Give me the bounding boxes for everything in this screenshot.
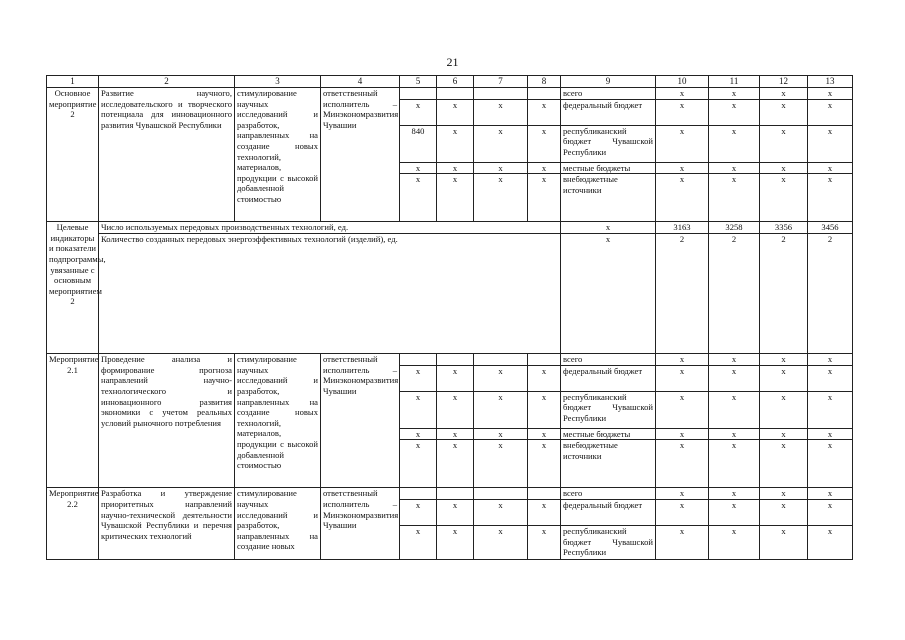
indicator-row <box>47 234 853 354</box>
code-cell: x <box>400 428 437 440</box>
year-value: x <box>760 88 808 100</box>
code-cell: x <box>437 125 474 162</box>
year-value: x <box>709 125 760 162</box>
code-cell: x <box>400 365 437 391</box>
funding-source: всего <box>561 354 656 366</box>
activity-title: Развитие научного, исследовательского и творческого потенциала для инновационного развития Чувашской Республики <box>99 88 235 222</box>
code-cell: x <box>528 365 561 391</box>
year-value: x <box>656 488 709 500</box>
funding-source: республиканский бюджет Чувашской Республики <box>561 525 656 559</box>
funding-source: внебюджетные источники <box>561 174 656 222</box>
activity-goal: стимулирование научных исследований и разработок, направленных на создание новых технологий, материалов, продукции с высокой добавленной стоимостью <box>235 354 321 488</box>
activity-name: Мероприятие 2.2 <box>47 488 99 560</box>
col-header: 9 <box>561 76 656 88</box>
indicator-value: 3356 <box>760 222 808 234</box>
year-value: x <box>709 428 760 440</box>
year-value: x <box>656 174 709 222</box>
year-value: x <box>808 525 853 559</box>
code-cell <box>437 354 474 366</box>
indicator-row <box>47 222 853 234</box>
funding-source: всего <box>561 88 656 100</box>
funding-source: федеральный бюджет <box>561 99 656 125</box>
activity-goal: стимулирование научных исследований и разработок, направленных на создание новых технологий, материалов, продукции с высокой добавленной стоимостью <box>235 88 321 222</box>
indicator-value: 2 <box>709 234 760 354</box>
financing-row <box>47 88 853 100</box>
code-cell <box>400 88 437 100</box>
year-value: x <box>760 525 808 559</box>
year-value: x <box>760 488 808 500</box>
col-header: 13 <box>808 76 853 88</box>
code-cell: x <box>400 174 437 222</box>
year-value: x <box>709 354 760 366</box>
year-value: x <box>808 365 853 391</box>
code-cell: x <box>528 174 561 222</box>
year-value: x <box>760 428 808 440</box>
code-cell <box>437 488 474 500</box>
code-cell <box>474 88 528 100</box>
funding-source: внебюджетные источники <box>561 440 656 488</box>
code-cell <box>528 488 561 500</box>
financing-row <box>47 488 853 500</box>
indicator-col9: x <box>561 234 656 354</box>
year-value: x <box>808 125 853 162</box>
year-value: x <box>808 174 853 222</box>
indicator-value: 3258 <box>709 222 760 234</box>
col-header: 12 <box>760 76 808 88</box>
code-cell: x <box>474 428 528 440</box>
col-header: 1 <box>47 76 99 88</box>
code-cell: x <box>437 428 474 440</box>
code-cell: 840 <box>400 125 437 162</box>
year-value: x <box>656 162 709 174</box>
year-value: x <box>760 440 808 488</box>
code-cell: x <box>400 440 437 488</box>
code-cell: x <box>437 99 474 125</box>
code-cell: x <box>474 99 528 125</box>
code-cell: x <box>528 499 561 525</box>
year-value: x <box>808 440 853 488</box>
year-value: x <box>808 99 853 125</box>
year-value: x <box>808 88 853 100</box>
year-value: x <box>760 499 808 525</box>
code-cell: x <box>474 440 528 488</box>
year-value: x <box>656 354 709 366</box>
code-cell <box>437 88 474 100</box>
program-table <box>46 75 853 560</box>
year-value: x <box>760 125 808 162</box>
col-header: 3 <box>235 76 321 88</box>
funding-source: федеральный бюджет <box>561 365 656 391</box>
code-cell <box>400 354 437 366</box>
col-header: 4 <box>321 76 400 88</box>
code-cell: x <box>437 391 474 428</box>
code-cell: x <box>437 525 474 559</box>
year-value: x <box>656 125 709 162</box>
year-value: x <box>709 525 760 559</box>
code-cell <box>528 88 561 100</box>
code-cell: x <box>400 499 437 525</box>
col-header: 5 <box>400 76 437 88</box>
code-cell: x <box>474 391 528 428</box>
code-cell: x <box>400 525 437 559</box>
year-value: x <box>656 525 709 559</box>
code-cell: x <box>400 99 437 125</box>
year-value: x <box>760 99 808 125</box>
year-value: x <box>808 391 853 428</box>
funding-source: всего <box>561 488 656 500</box>
year-value: x <box>709 162 760 174</box>
code-cell <box>400 488 437 500</box>
year-value: x <box>709 365 760 391</box>
activity-name: Мероприятие 2.1 <box>47 354 99 488</box>
col-header: 10 <box>656 76 709 88</box>
code-cell <box>474 354 528 366</box>
code-cell <box>528 354 561 366</box>
code-cell: x <box>474 174 528 222</box>
year-value: x <box>656 88 709 100</box>
code-cell: x <box>528 428 561 440</box>
year-value: x <box>656 99 709 125</box>
col-header: 2 <box>99 76 235 88</box>
code-cell: x <box>437 499 474 525</box>
indicator-value: 3456 <box>808 222 853 234</box>
year-value: x <box>709 99 760 125</box>
funding-source: республиканский бюджет Чувашской Республики <box>561 391 656 428</box>
col-header: 11 <box>709 76 760 88</box>
code-cell: x <box>400 162 437 174</box>
indicator-value: 2 <box>760 234 808 354</box>
code-cell: x <box>528 440 561 488</box>
page-number: 21 <box>446 55 459 69</box>
activity-goal: стимулирование научных исследований и разработок, направленных на создание новых <box>235 488 321 560</box>
year-value: x <box>656 499 709 525</box>
indicator-col9: x <box>561 222 656 234</box>
code-cell: x <box>528 525 561 559</box>
indicator-text: Число используемых передовых производственных технологий, ед. <box>99 222 561 234</box>
year-value: x <box>656 428 709 440</box>
year-value: x <box>760 391 808 428</box>
activity-title: Проведение анализа и формирование прогноза направлений научно-технологического и инновационного развития экономики с учетом реальных условий рыночного потребления <box>99 354 235 488</box>
code-cell: x <box>528 99 561 125</box>
funding-source: местные бюджеты <box>561 428 656 440</box>
code-cell <box>474 488 528 500</box>
activity-executor: ответственный исполнитель – Минэкономразвития Чувашии <box>321 88 400 222</box>
indicators-label: Целевые индикаторы и показатели подпрограммы, увязанные с основным мероприятием 2 <box>47 222 99 354</box>
indicator-value: 2 <box>656 234 709 354</box>
col-header: 8 <box>528 76 561 88</box>
year-value: x <box>808 488 853 500</box>
year-value: x <box>760 365 808 391</box>
indicator-value: 2 <box>808 234 853 354</box>
year-value: x <box>760 174 808 222</box>
activity-executor: ответственный исполнитель – Минэкономразвития Чувашии <box>321 488 400 560</box>
indicator-text: Количество созданных передовых энергоэффективных технологий (изделий), ед. <box>99 234 561 354</box>
code-cell: x <box>528 162 561 174</box>
code-cell: x <box>474 365 528 391</box>
col-header: 7 <box>474 76 528 88</box>
code-cell: x <box>437 174 474 222</box>
year-value: x <box>808 354 853 366</box>
year-value: x <box>656 365 709 391</box>
year-value: x <box>709 488 760 500</box>
year-value: x <box>709 499 760 525</box>
code-cell: x <box>474 525 528 559</box>
code-cell: x <box>528 391 561 428</box>
code-cell: x <box>437 440 474 488</box>
year-value: x <box>709 174 760 222</box>
year-value: x <box>656 391 709 428</box>
funding-source: местные бюджеты <box>561 162 656 174</box>
indicator-value: 3163 <box>656 222 709 234</box>
year-value: x <box>760 354 808 366</box>
activity-title: Разработка и утверждение приоритетных направлений научно-технической деятельности Чувашской Республики и перечня критических технологий <box>99 488 235 560</box>
year-value: x <box>808 162 853 174</box>
financing-row <box>47 354 853 366</box>
code-cell: x <box>474 499 528 525</box>
year-value: x <box>709 440 760 488</box>
code-cell: x <box>474 125 528 162</box>
year-value: x <box>709 391 760 428</box>
funding-source: федеральный бюджет <box>561 499 656 525</box>
year-value: x <box>709 88 760 100</box>
year-value: x <box>808 428 853 440</box>
header-row <box>47 76 853 88</box>
year-value: x <box>808 499 853 525</box>
code-cell: x <box>528 125 561 162</box>
col-header: 6 <box>437 76 474 88</box>
code-cell: x <box>437 162 474 174</box>
code-cell: x <box>400 391 437 428</box>
year-value: x <box>656 440 709 488</box>
code-cell: x <box>474 162 528 174</box>
year-value: x <box>760 162 808 174</box>
activity-executor: ответственный исполнитель – Минэкономразвития Чувашии <box>321 354 400 488</box>
funding-source: республиканский бюджет Чувашской Республики <box>561 125 656 162</box>
code-cell: x <box>437 365 474 391</box>
activity-name: Основное мероприятие 2 <box>47 88 99 222</box>
